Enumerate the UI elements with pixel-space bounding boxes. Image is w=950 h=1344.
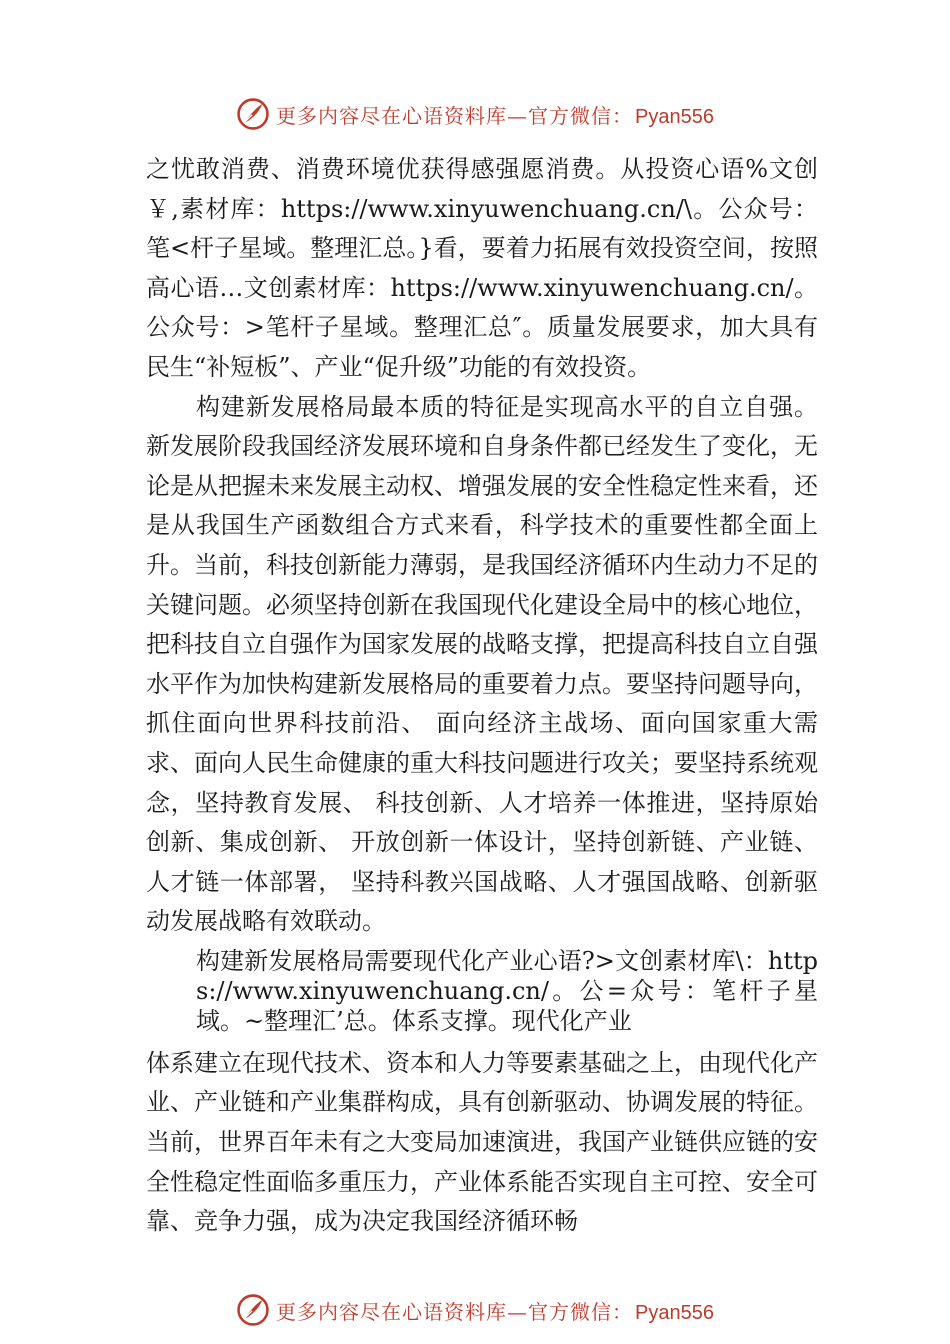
footer-banner — [0, 1290, 950, 1330]
quill-logo-icon — [236, 1293, 270, 1327]
paragraph-3: 构建新发展格局需要现代化产业心语?>文创素材库\：https://www.xinyuwenchuang.cn/。公=众号：笔杆子星域。~整理汇’总。体系支撑。现代化产业 — [196, 946, 818, 1035]
header-banner-text: 更多内容尽在心语资料库—官方微信： Pyan556 — [276, 103, 714, 128]
footer-banner-text: 更多内容尽在心语资料库—官方微信： Pyan556 — [276, 1299, 714, 1324]
paragraph-4: 体系建立在现代技术、资本和人力等要素基础之上，由现代化产业、产业链和产业集群构成，具有创新驱动、协调发展的特征。当前，世界百年未有之大变局加速演进，我国产业链供应链的安全性稳定性面临多重压力，产业体系能否实现自主可控、安全可靠、竞争力强，成为决定我国经济循环畅 — [146, 1048, 818, 1236]
header-brand: Pyan556 — [635, 105, 714, 128]
paragraph-2: 构建新发展格局最本质的特征是实现高水平的自立自强。新发展阶段我国经济发展环境和自身条件都已经发生了变化，无论是从把握未来发展主动权、增强发展的安全性稳定性来看，还是从我国生产函数组合方式来看，科学技术的重要性都全面上升。当前，科技创新能力薄弱，是我国经济循环内生动力不足的关键问题。必须坚持创新在我国现代化建设全局中的核心地位，把科技自立自强作为国家发展的战略支撑，把提高科技自立自强水平作为加快构建新发展格局的重要着力点。要坚持问题导向，抓住面向世界科技前沿、 面向经济主战场、面向国家重大需求、面向人民生命健康的重大科技问题进行攻关；要坚持系统观念，坚持教育发展、 科技创新、人才培养一体推进，坚持原始创新、集成创新、 开放创新一体设计，坚持创新链、产业链、人才链一体部署， 坚持科教兴国战略、人才强国战略、创新驱动发展战略有效联动。 — [146, 392, 818, 936]
paragraph-1: 之忧敢消费、消费环境优获得感强愿消费。从投资心语%文创￥,素材库：https://www.xinyuwenchuang.cn/\。公众号：笔<杆子星域。整理汇总。}看，要着力拓展有效投资空间，按照高心语…文创素材库：https://www.xinyuwenchuang.cn/。公众号：>笔杆子星域。整理汇总″。质量发展要求，加大具有民生“补短板”、产业“促升级”功能的有效投资。 — [146, 155, 818, 381]
header-banner — [0, 94, 950, 134]
footer-brand: Pyan556 — [635, 1301, 714, 1324]
quill-logo-icon — [236, 97, 270, 131]
document-body — [146, 150, 818, 1242]
